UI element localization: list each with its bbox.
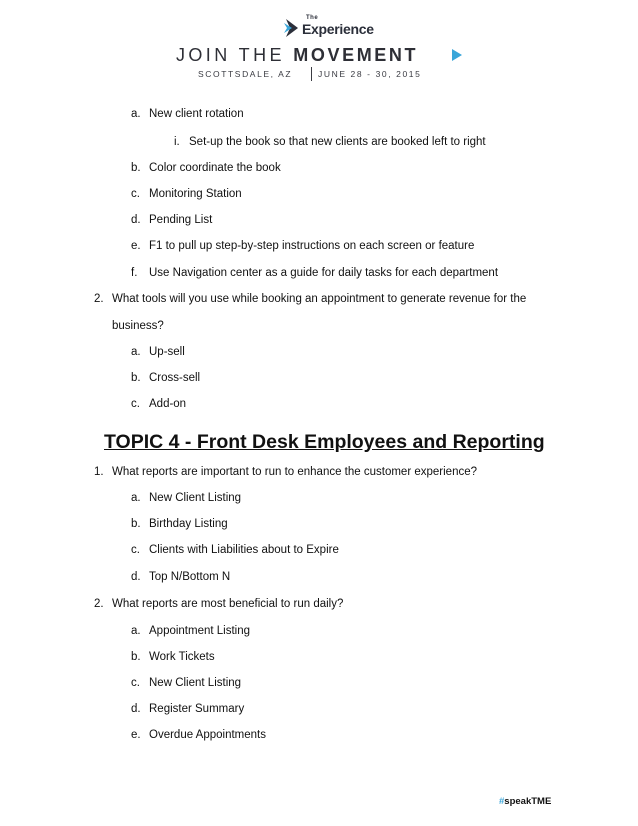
event-dates: JUNE 28 - 30, 2015	[318, 69, 422, 79]
subline-divider	[311, 67, 312, 81]
event-banner	[0, 0, 638, 95]
list-marker: a.	[131, 108, 141, 120]
list-marker: a.	[131, 625, 141, 637]
list-item-text: Overdue Appointments	[149, 729, 266, 741]
list-item-text: Use Navigation center as a guide for daily tasks for each department	[149, 267, 499, 279]
list-item	[131, 625, 250, 637]
list-item	[131, 398, 186, 410]
list-marker: c.	[131, 188, 140, 200]
hashtag-symbol: #	[499, 796, 505, 807]
question-marker: 2.	[94, 598, 104, 610]
list-item	[131, 240, 474, 252]
question-text: What reports are important to run to enhance the customer experience?	[112, 466, 478, 478]
list-marker: a.	[131, 346, 141, 358]
topic-heading: TOPIC 4 - Front Desk Employees and Reporting	[104, 431, 545, 453]
list-marker: e.	[131, 729, 141, 741]
question-continuation: business?	[112, 320, 164, 332]
question-line	[94, 466, 477, 478]
list-marker: c.	[131, 398, 140, 410]
list-marker: c.	[131, 677, 140, 689]
list-item	[131, 729, 266, 741]
list-marker: b.	[131, 162, 141, 174]
banner-headline-light: JOIN THE	[176, 45, 294, 65]
list-item	[131, 162, 281, 174]
event-location: SCOTTSDALE, AZ	[198, 69, 293, 79]
list-item-text: Top N/Bottom N	[149, 571, 231, 583]
hashtag-text: speakTME	[504, 796, 552, 807]
question-text: What reports are most beneficial to run daily?	[112, 598, 344, 610]
list-item	[131, 571, 230, 583]
list-item	[174, 136, 486, 148]
list-marker: d.	[131, 214, 141, 226]
list-marker: d.	[131, 703, 141, 715]
list-item	[131, 346, 185, 358]
banner-headline	[176, 45, 418, 66]
list-item-text: New Client Listing	[149, 677, 242, 689]
list-marker: c.	[131, 544, 140, 556]
logo-mark-icon	[284, 19, 300, 37]
list-marker: b.	[131, 651, 141, 663]
list-item-text: Work Tickets	[149, 651, 215, 663]
list-item	[131, 544, 339, 556]
list-item-text: Clients with Liabilities about to Expire	[149, 544, 339, 556]
list-item-text: Birthday Listing	[149, 518, 228, 530]
list-marker: d.	[131, 571, 141, 583]
list-item	[131, 214, 212, 226]
experience-logo	[284, 17, 374, 39]
list-item-text: New Client Listing	[149, 492, 242, 504]
list-marker: e.	[131, 240, 141, 252]
list-marker: b.	[131, 372, 141, 384]
list-item	[131, 518, 228, 530]
list-item	[131, 703, 244, 715]
list-item-text: New client rotation	[149, 108, 244, 120]
list-marker: f.	[131, 267, 138, 279]
banner-headline-bold: MOVEMENT	[293, 45, 419, 65]
list-marker: i.	[174, 136, 180, 148]
list-item-text: F1 to pull up step-by-step instructions on each screen or feature	[149, 240, 475, 252]
logo-small-text: The	[306, 15, 319, 21]
list-marker: a.	[131, 492, 141, 504]
list-item	[131, 108, 244, 120]
list-item	[131, 651, 215, 663]
question-marker: 1.	[94, 466, 104, 478]
play-arrow-icon	[452, 49, 462, 61]
list-item-text: Appointment Listing	[149, 625, 251, 637]
list-item	[131, 492, 241, 504]
list-item-text: Add-on	[149, 398, 187, 410]
question-line	[94, 598, 343, 610]
question-marker: 2.	[94, 293, 104, 305]
list-item-text: Monitoring Station	[149, 188, 242, 200]
list-item-text: Set-up the book so that new clients are booked left to right	[189, 136, 486, 148]
list-item-text: Color coordinate the book	[149, 162, 281, 174]
list-item	[131, 188, 242, 200]
question-text: What tools will you use while booking an appointment to generate revenue for the	[112, 293, 527, 305]
footer-hashtag	[499, 796, 551, 807]
list-item	[131, 677, 241, 689]
list-item-text: Cross-sell	[149, 372, 201, 384]
list-item-text: Pending List	[149, 214, 213, 226]
list-item	[131, 372, 200, 384]
question-line	[94, 293, 526, 305]
logo-big-text: Experience	[302, 21, 374, 37]
list-marker: b.	[131, 518, 141, 530]
list-item-text: Register Summary	[149, 703, 245, 715]
list-item-text: Up-sell	[149, 346, 185, 358]
list-item	[131, 267, 498, 279]
